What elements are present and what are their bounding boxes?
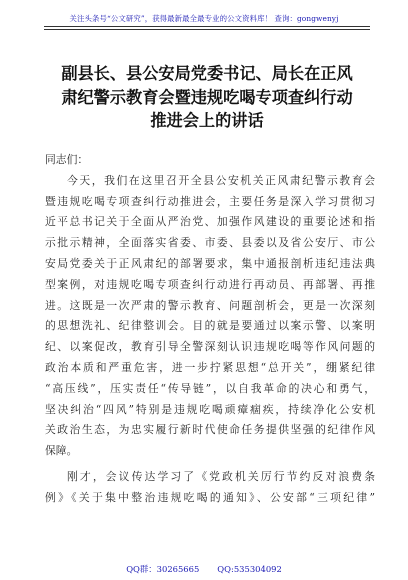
body-line: 纪、以案促改，教育引导全警深刻认识违规吃喝等作风问题的 [45, 340, 375, 354]
body-line: 坚决纠治“四风”特别是违规吃喝顽瘴痼疾，持续净化公安机 [45, 402, 375, 416]
page-header-banner: 关注头条号“公文研究”，获得最新最全最专业的公文资料库！ 查询：gongwenyj [69, 14, 339, 23]
title-line: 副县长、县公安局党委书记、局长在正风 [61, 64, 353, 83]
body-line: 近平总书记关于全面从严治党、加强作风建设的重要论述和指 [45, 215, 375, 229]
footer-qq: QQ:535304092 [217, 564, 282, 574]
body-line: 例》《关于集中整治违规吃喝的通知》、公安部“三项纪律” [45, 490, 375, 504]
salutation: 同志们： [45, 153, 89, 166]
body-line: 暨违规吃喝专项查纠行动推进会，主要任务是深入学习贯彻习 [45, 194, 375, 208]
body-line: “高压线”，压实责任“传导链”，以自我革命的决心和勇气， [45, 381, 375, 395]
body-line: 的思想洗礼、纪律整训会。目的就是要通过以案示警、以案明 [45, 319, 375, 333]
body-line: 示批示精神，全面落实省委、市委、县委以及省公安厅、市公 [45, 236, 375, 250]
document-body [45, 150, 375, 509]
footer-qq-group: QQ群：30265665 [126, 564, 200, 574]
title-line: 推进会上的讲话 [150, 111, 264, 131]
body-line: 型案例，对违规吃喝专项查纠行动进行再动员、再部署、再推 [45, 277, 375, 291]
body-line: 关政治生态，为忠实履行新时代使命任务提供坚强的纪律作风 [45, 423, 375, 437]
body-line: 安局党委关于正风肃纪的部署要求，集中通报剖析违纪违法典 [45, 256, 375, 270]
body-line: 今天，我们在这里召开全县公安机关正风肃纪警示教育会 [67, 173, 375, 187]
body-line: 保障。 [45, 444, 78, 458]
header-rule-bottom [44, 29, 370, 30]
body-line: 进。这既是一次严肃的警示教育、问题剖析会，更是一次深刻 [45, 298, 375, 312]
document-title [40, 62, 374, 133]
body-line: 刚才，会议传达学习了《党政机关厉行节约反对浪费条 [67, 469, 375, 483]
header-rule-top [44, 26, 370, 27]
body-line: 政治本质和严重危害，进一步拧紧思想“总开关”，绷紧纪律 [45, 360, 375, 374]
page-footer [0, 563, 408, 575]
title-line: 肃纪警示教育会暨违规吃喝专项查纠行动 [61, 87, 353, 107]
